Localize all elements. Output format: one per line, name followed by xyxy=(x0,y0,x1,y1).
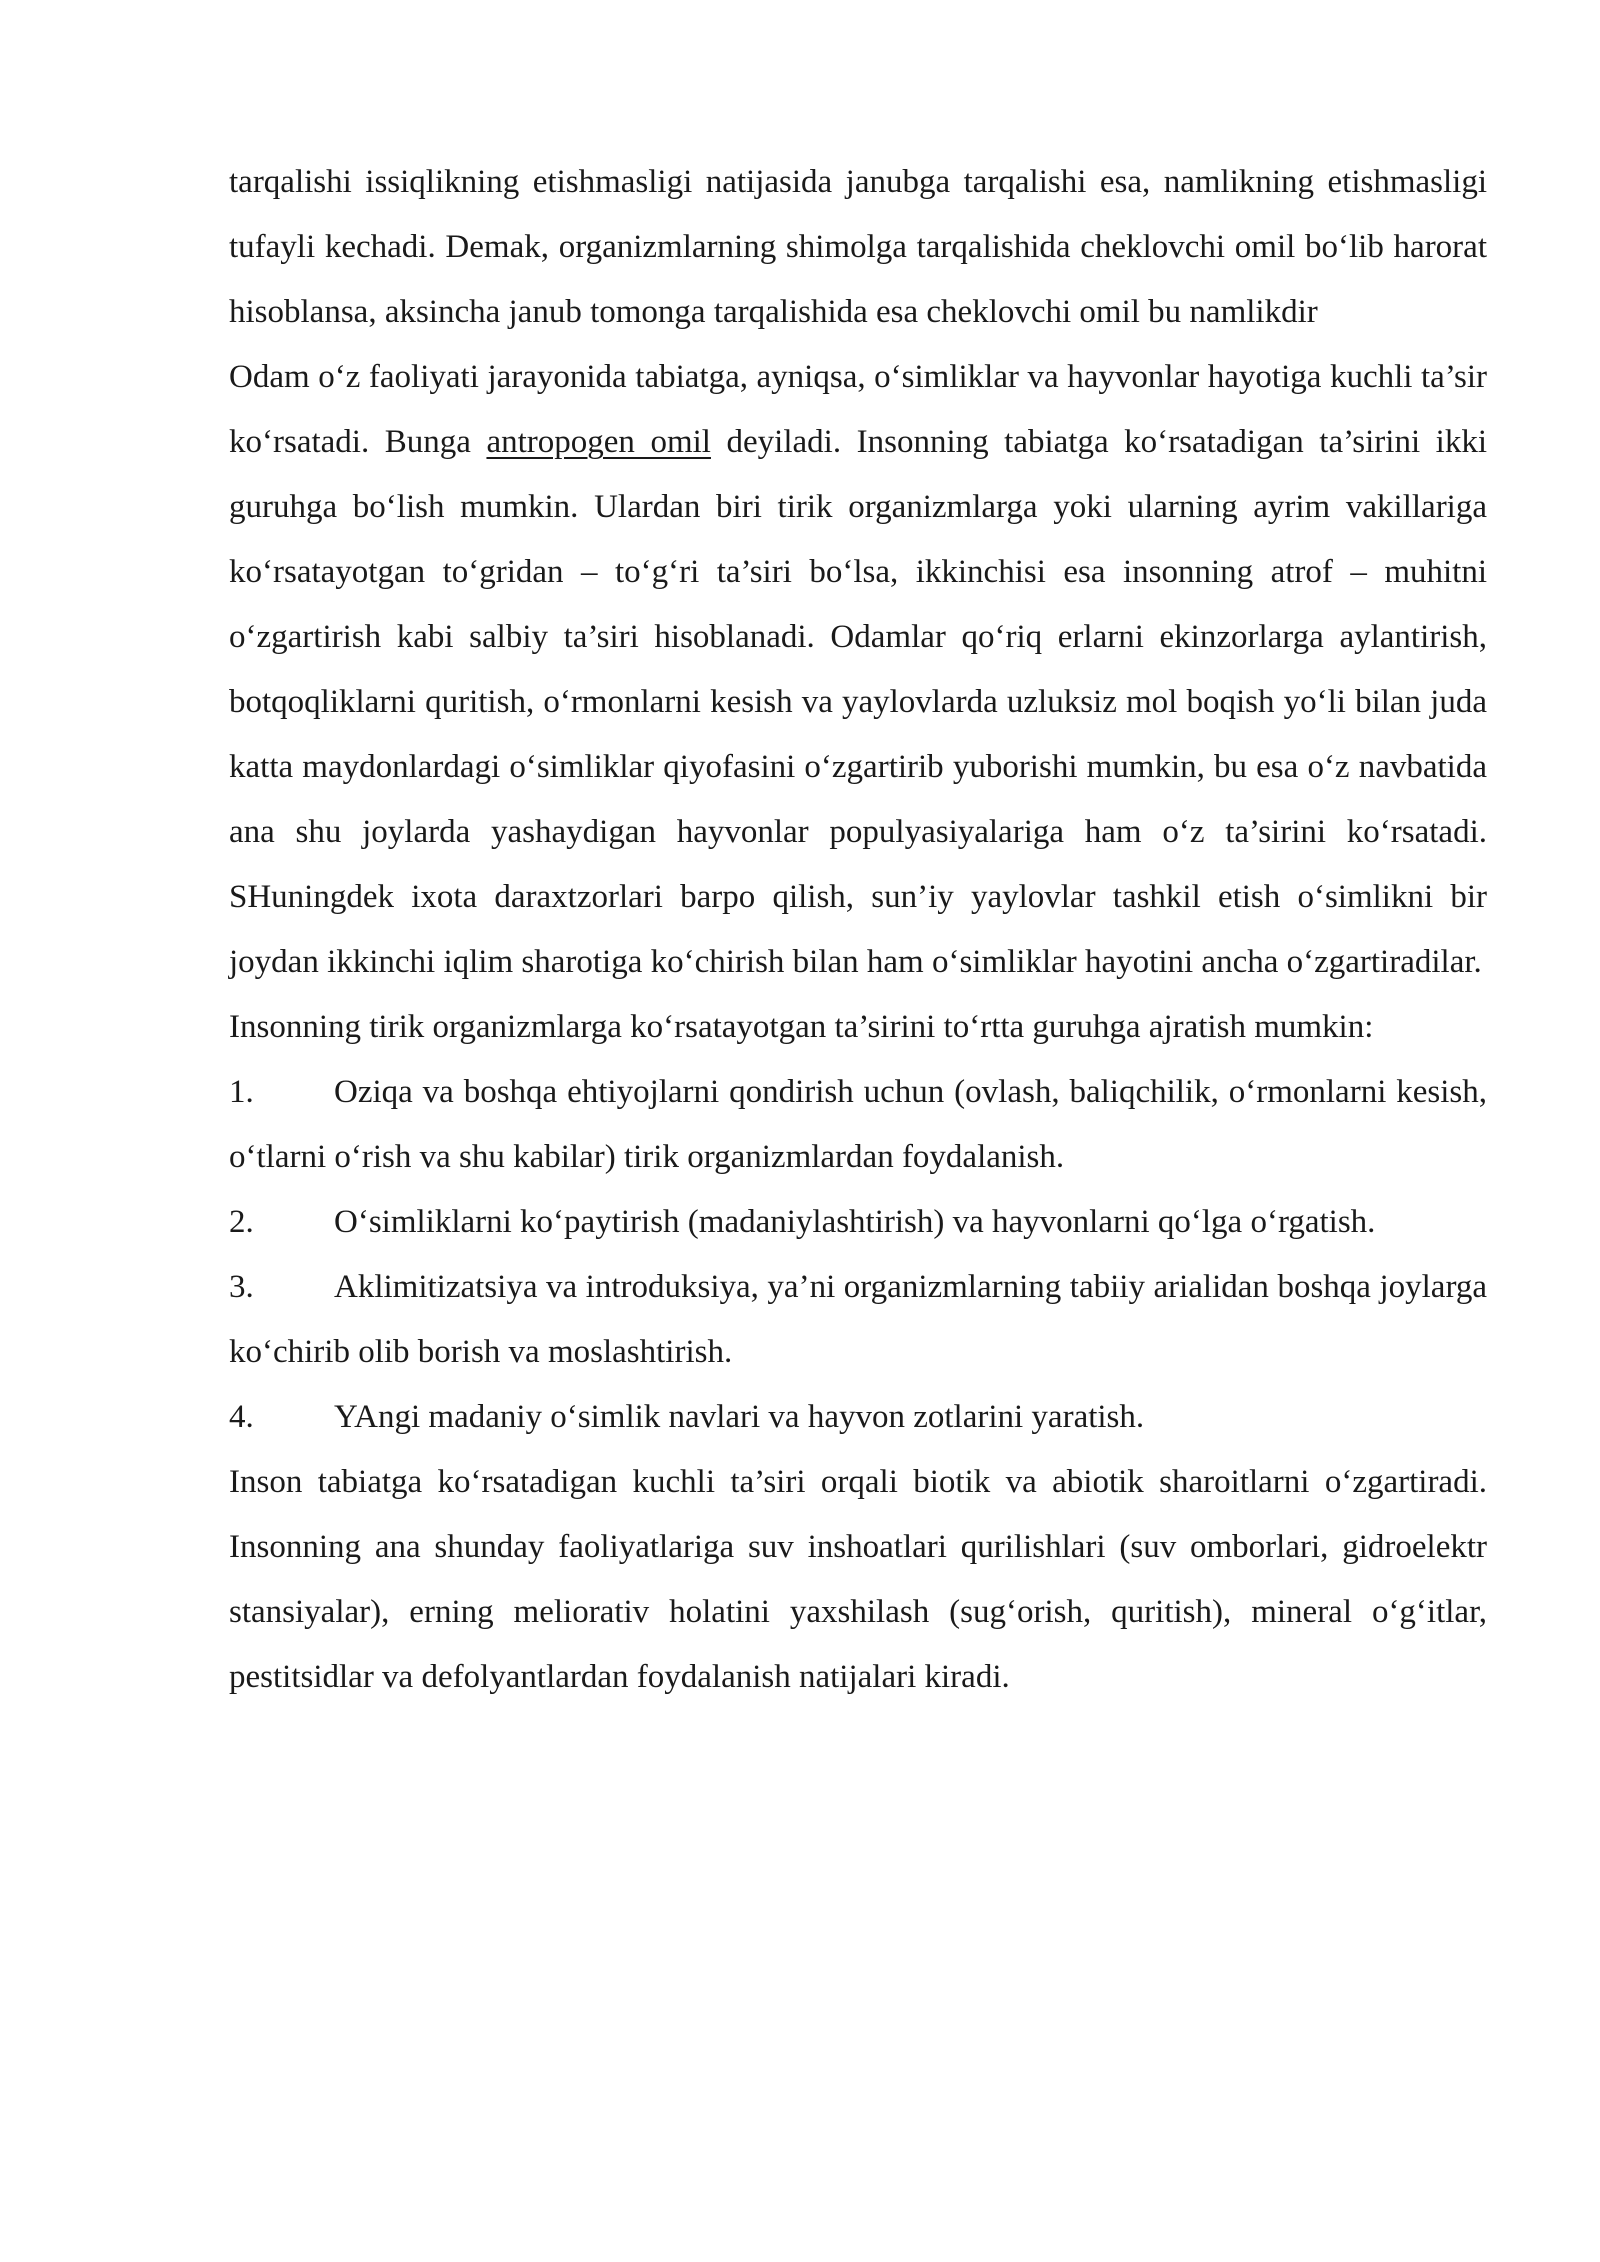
list-item-number: 1. xyxy=(229,1074,254,1110)
list-item-text: YAngi madaniy o‘simlik navlari va hayvon zotlarini yaratish. xyxy=(334,1399,1145,1435)
document-body xyxy=(229,150,1487,1710)
paragraph-four-groups-intro: Insonning tirik organizmlarga ko‘rsatayotgan ta’sirini to‘rtta guruhga ajratish mumkin: xyxy=(229,1009,1374,1045)
paragraph-closing: Inson tabiatga ko‘rsatadigan kuchli ta’siri orqali biotik va abiotik sharoitlarni o‘zgartiradi. Insonning ana shunday faoliyatlariga suv inshoatlari qurilishlari (suv omborlari, gidroelektr stansiyalar), erning meliorativ holatini yaxshilash (sug‘orish, quritish), mineral o‘g‘itlar, pestitsidlar va defolyantlardan foydalanish natijalari kiradi. xyxy=(229,1464,1487,1695)
list-item xyxy=(229,1190,1487,1255)
paragraph-text-start: Odam o‘z faoliyati jarayonida tabiatga, ayniqsa, o‘simliklar va hayvonlar hayotiga kuchli ta’sir ko‘rsatadi. Bunga xyxy=(229,359,1487,460)
list-item-text: O‘simliklarni ko‘paytirish (madaniylashtirish) va hayvonlarni qo‘lga o‘rgatish. xyxy=(334,1204,1376,1240)
list-item-text: Aklimitizatsiya va introduksiya, ya’ni organizmlarning tabiiy arialidan boshqa joylarga ko‘chirib olib borish va moslashtirish. xyxy=(229,1269,1487,1370)
paragraph-text-end: deyiladi. Insonning tabiatga ko‘rsatadigan ta’sirini ikki guruhga bo‘lish mumkin. Ulardan biri tirik organizmlarga yoki ularning ayrim vakillariga ko‘rsatayotgan to‘gridan – to‘g‘ri ta’siri bo‘lsa, ikkinchisi esa insonning atrof – muhitni o‘zgartirish kabi salbiy ta’siri hisoblanadi. Odamlar qo‘riq erlarni ekinzorlarga aylantirish, botqoqliklarni quritish, o‘rmonlarni kesish va yaylovlarda uzluksiz mol boqish yo‘li bilan juda katta maydonlardagi o‘simliklar qiyofasini o‘zgartirib yuborishi mumkin, bu esa o‘z navbatida ana shu joylarda yashaydigan hayvonlar populyasiyalariga ham o‘z ta’sirini ko‘rsatadi. SHuningdek ixota daraxtzorlari barpo qilish, sun’iy yaylovlar tashkil etish o‘simlikni bir joydan ikkinchi iqlim sharotiga ko‘chirish bilan ham o‘simliklar hayotini ancha o‘zgartiradilar. xyxy=(229,424,1487,980)
list-item-number: 3. xyxy=(229,1269,254,1305)
paragraph-anthropogenic-factor xyxy=(229,345,1487,995)
paragraph-climate-limits: tarqalishi issiqlikning etishmasligi natijasida janubga tarqalishi esa, namlikning etishmasligi tufayli kechadi. Demak, organizmlarning shimolga tarqalishida cheklovchi omil bo‘lib harorat hisoblansa, aksincha janub tomonga tarqalishida esa cheklovchi omil bu namlikdir xyxy=(229,164,1487,330)
list-item-text: Oziqa va boshqa ehtiyojlarni qondirish uchun (ovlash, baliqchilik, o‘rmonlarni kesish, o‘tlarni o‘rish va shu kabilar) tirik organizmlardan foydalanish. xyxy=(229,1074,1487,1175)
list-item xyxy=(229,1255,1487,1385)
list-item-number: 2. xyxy=(229,1204,254,1240)
list-item-number: 4. xyxy=(229,1399,254,1435)
list-item xyxy=(229,1385,1487,1450)
underlined-term: antropogen omil xyxy=(486,424,711,460)
list-item xyxy=(229,1060,1487,1190)
